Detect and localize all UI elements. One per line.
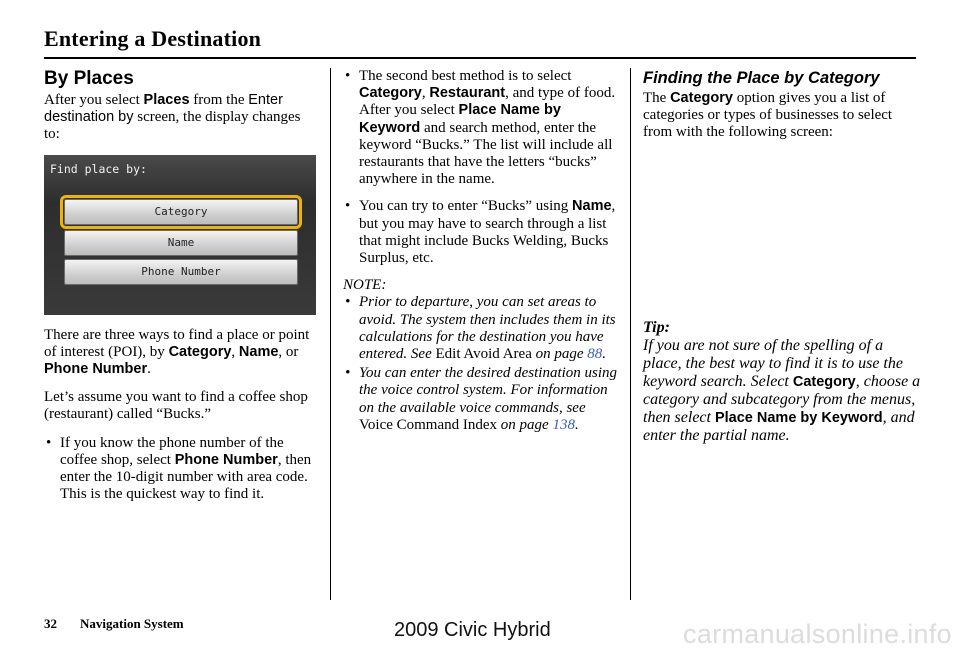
category-paragraph (643, 90, 921, 142)
bullet-icon: • (345, 68, 351, 84)
note-list (343, 294, 621, 434)
section-heading-by-places: By Places (44, 68, 134, 89)
category-term: Category (670, 90, 733, 106)
footer-system-name: Navigation System (80, 616, 184, 631)
text: If you are not sure of the spelling of a place, the best way to find it is to use the keyword search. Select (643, 337, 903, 390)
text: from the (189, 92, 249, 108)
text: The second best method is to select (359, 68, 572, 84)
text: Prior to departure, you can set areas to avoid. The system then includes them in its calculations for the destination you have entered. See (359, 294, 616, 363)
category-button[interactable]: Category (64, 199, 298, 225)
text: , (421, 85, 430, 102)
page-link[interactable]: 88 (587, 346, 603, 363)
text: If you know the phone number of the coffee shop, select (60, 434, 284, 468)
restaurant-term: Restaurant (429, 85, 506, 102)
text: , choose a category and subcategory from the menus, then select (643, 373, 921, 426)
column-3 (643, 68, 921, 153)
bullet-list (343, 68, 621, 267)
bullet-icon: • (345, 294, 351, 311)
model-watermark: 2009 Civic Hybrid (394, 619, 551, 641)
list-item (343, 294, 621, 363)
tip-text (643, 337, 921, 445)
name-term: Name (238, 343, 279, 360)
phone-number-term: Phone Number (44, 361, 148, 378)
text: . (574, 416, 579, 433)
intro-paragraph (44, 92, 320, 144)
page-link[interactable]: 138 (552, 416, 575, 433)
name-button[interactable]: Name (64, 230, 298, 256)
text: . (147, 361, 151, 378)
ways-paragraph (44, 327, 320, 379)
text: , and enter the partial name. (643, 409, 915, 444)
text: on page (497, 416, 553, 433)
site-watermark: carmanualsonline.info (683, 619, 952, 649)
place-name-by-keyword-term: Place Name by Keyword (359, 102, 561, 136)
column-divider-left (330, 68, 331, 600)
list-item (343, 198, 621, 267)
list-item (343, 365, 621, 434)
text: , or (278, 343, 299, 360)
name-term: Name (572, 198, 612, 215)
note-label: NOTE: (343, 277, 387, 294)
text: The (643, 90, 671, 106)
text: and search method, enter the keyword “Bucks.” The list will include all restaurants that have the letters “bucks” anywhere in the name. (359, 119, 613, 188)
text: After you select (44, 92, 144, 108)
list-item (44, 435, 320, 504)
text: option gives you a list of categories or types of businesses to select from with the following screen: (643, 90, 893, 141)
text: , (231, 343, 236, 360)
enter-destination-term: Enter destination by (44, 92, 283, 126)
column-divider-right (630, 68, 631, 600)
phone-number-term: Phone Number (174, 451, 278, 468)
edit-avoid-area-ref: Edit Avoid Area (435, 346, 532, 363)
page-title: Entering a Destination (44, 26, 262, 51)
column-1 (44, 68, 320, 513)
list-item (343, 68, 621, 188)
screen-title: Find place by: (50, 161, 147, 176)
bullet-icon: • (46, 434, 52, 451)
assume-paragraph: Let’s assume you want to find a coffee shop (restaurant) called “Bucks.” (44, 389, 308, 423)
page-number: 32 (44, 616, 57, 631)
text: screen, the display changes to: (44, 109, 301, 143)
section-heading-category: Finding the Place by Category (643, 69, 880, 87)
text: You can try to enter “Bucks” using (359, 198, 573, 215)
category-term: Category (168, 343, 232, 360)
text: , and type of food. After you select (359, 85, 616, 119)
category-term: Category (359, 85, 422, 102)
text: on page (531, 346, 588, 363)
bullet-icon: • (345, 365, 351, 382)
find-place-screen (44, 155, 316, 315)
bullet-list (44, 435, 320, 504)
places-term: Places (143, 92, 190, 108)
text: , but you may have to search through a list that might include Bucks Welding, Bucks Surplus, etc. (359, 198, 616, 267)
voice-command-index-ref: Voice Command Index (359, 416, 498, 433)
text: You can enter the desired destination using the voice control system. For information on the available voice commands, see (359, 365, 618, 416)
bullet-icon: • (345, 198, 351, 215)
text: , then enter the 10-digit number with area code. This is the quickest way to find it. (60, 451, 312, 503)
column-2 (343, 68, 621, 444)
category-term: Category (792, 374, 856, 390)
place-name-by-keyword-term: Place Name by Keyword (714, 410, 883, 426)
title-divider (44, 57, 916, 59)
tip-label: Tip: (643, 319, 670, 336)
text: There are three ways to find a place or point of interest (POI), by (44, 326, 310, 360)
phone-number-button[interactable]: Phone Number (64, 259, 298, 285)
tip-block (643, 319, 921, 445)
text: . (602, 346, 607, 363)
